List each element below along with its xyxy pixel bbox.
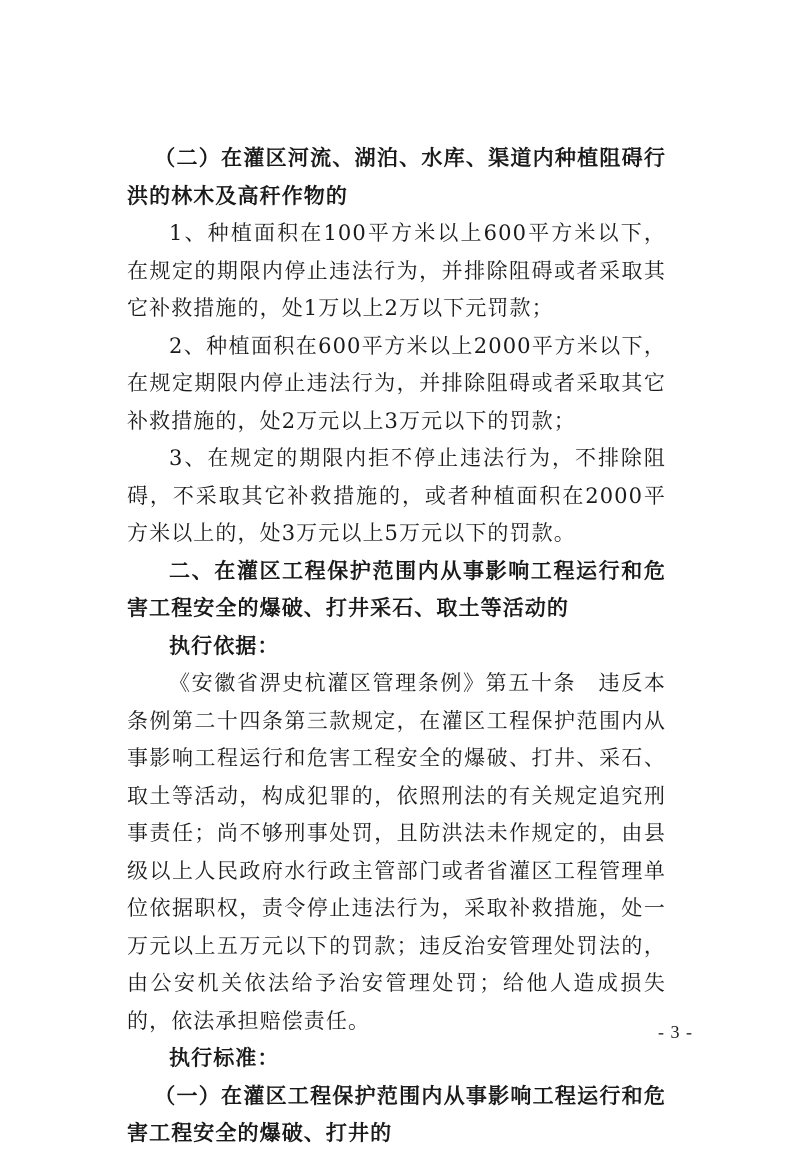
page-number: - 3 - bbox=[658, 1022, 693, 1042]
basis-label: 执行依据： bbox=[169, 633, 280, 658]
section-heading-2: 二、在灌区工程保护范围内从事影响工程运行和危害工程安全的爆破、打井采石、取土等活动的 bbox=[127, 558, 666, 620]
subsection-heading-2: （二）在灌区河流、湖泊、水库、渠道内种植阻碍行洪的林木及高秆作物的 bbox=[127, 146, 666, 208]
item-2-paragraph: 2、种植面积在600平方米以上2000平方米以下，在规定期限内停止违法行为，并排除阻碍或者采取其它补救措施的，处2万元以上3万元以下的罚款； bbox=[127, 333, 666, 433]
item-1-paragraph: 1、种植面积在100平方米以上600平方米以下，在规定的期限内停止违法行为，并排除阻碍或者采取其它补救措施的，处1万以上2万以下元罚款； bbox=[127, 221, 666, 320]
standard-label: 执行标准： bbox=[169, 1046, 280, 1070]
subsection-heading-1: （一）在灌区工程保护范围内从事影响工程运行和危害工程安全的爆破、打井的 bbox=[127, 1083, 666, 1145]
item-3-paragraph: 3、在规定的期限内拒不停止违法行为，不排除阻碍，不采取其它补救措施的，或者种植面积在2000平方米以上的，处3万元以上5万元以下的罚款。 bbox=[127, 446, 666, 545]
basis-paragraph: 《安徽省淠史杭灌区管理条例》第五十条 违反本条例第二十四条第三款规定，在灌区工程保护范围内从事影响工程运行和危害工程安全的爆破、打井、采石、取土等活动，构成犯罪的，依照刑法的有关规定追究刑事责任；尚不够刑事处罚，且防洪法未作规定的，由县级以上人民政府水行政主管部门或者省灌区工程管理单位依据职权，责令停止违法行为，采取补救措施，处一万元以上五万元以下的罚款；违反治安管理处罚法的，由公安机关依法给予治安管理处罚；给他人造成损失的，依法承担赔偿责任。 bbox=[127, 671, 666, 1033]
